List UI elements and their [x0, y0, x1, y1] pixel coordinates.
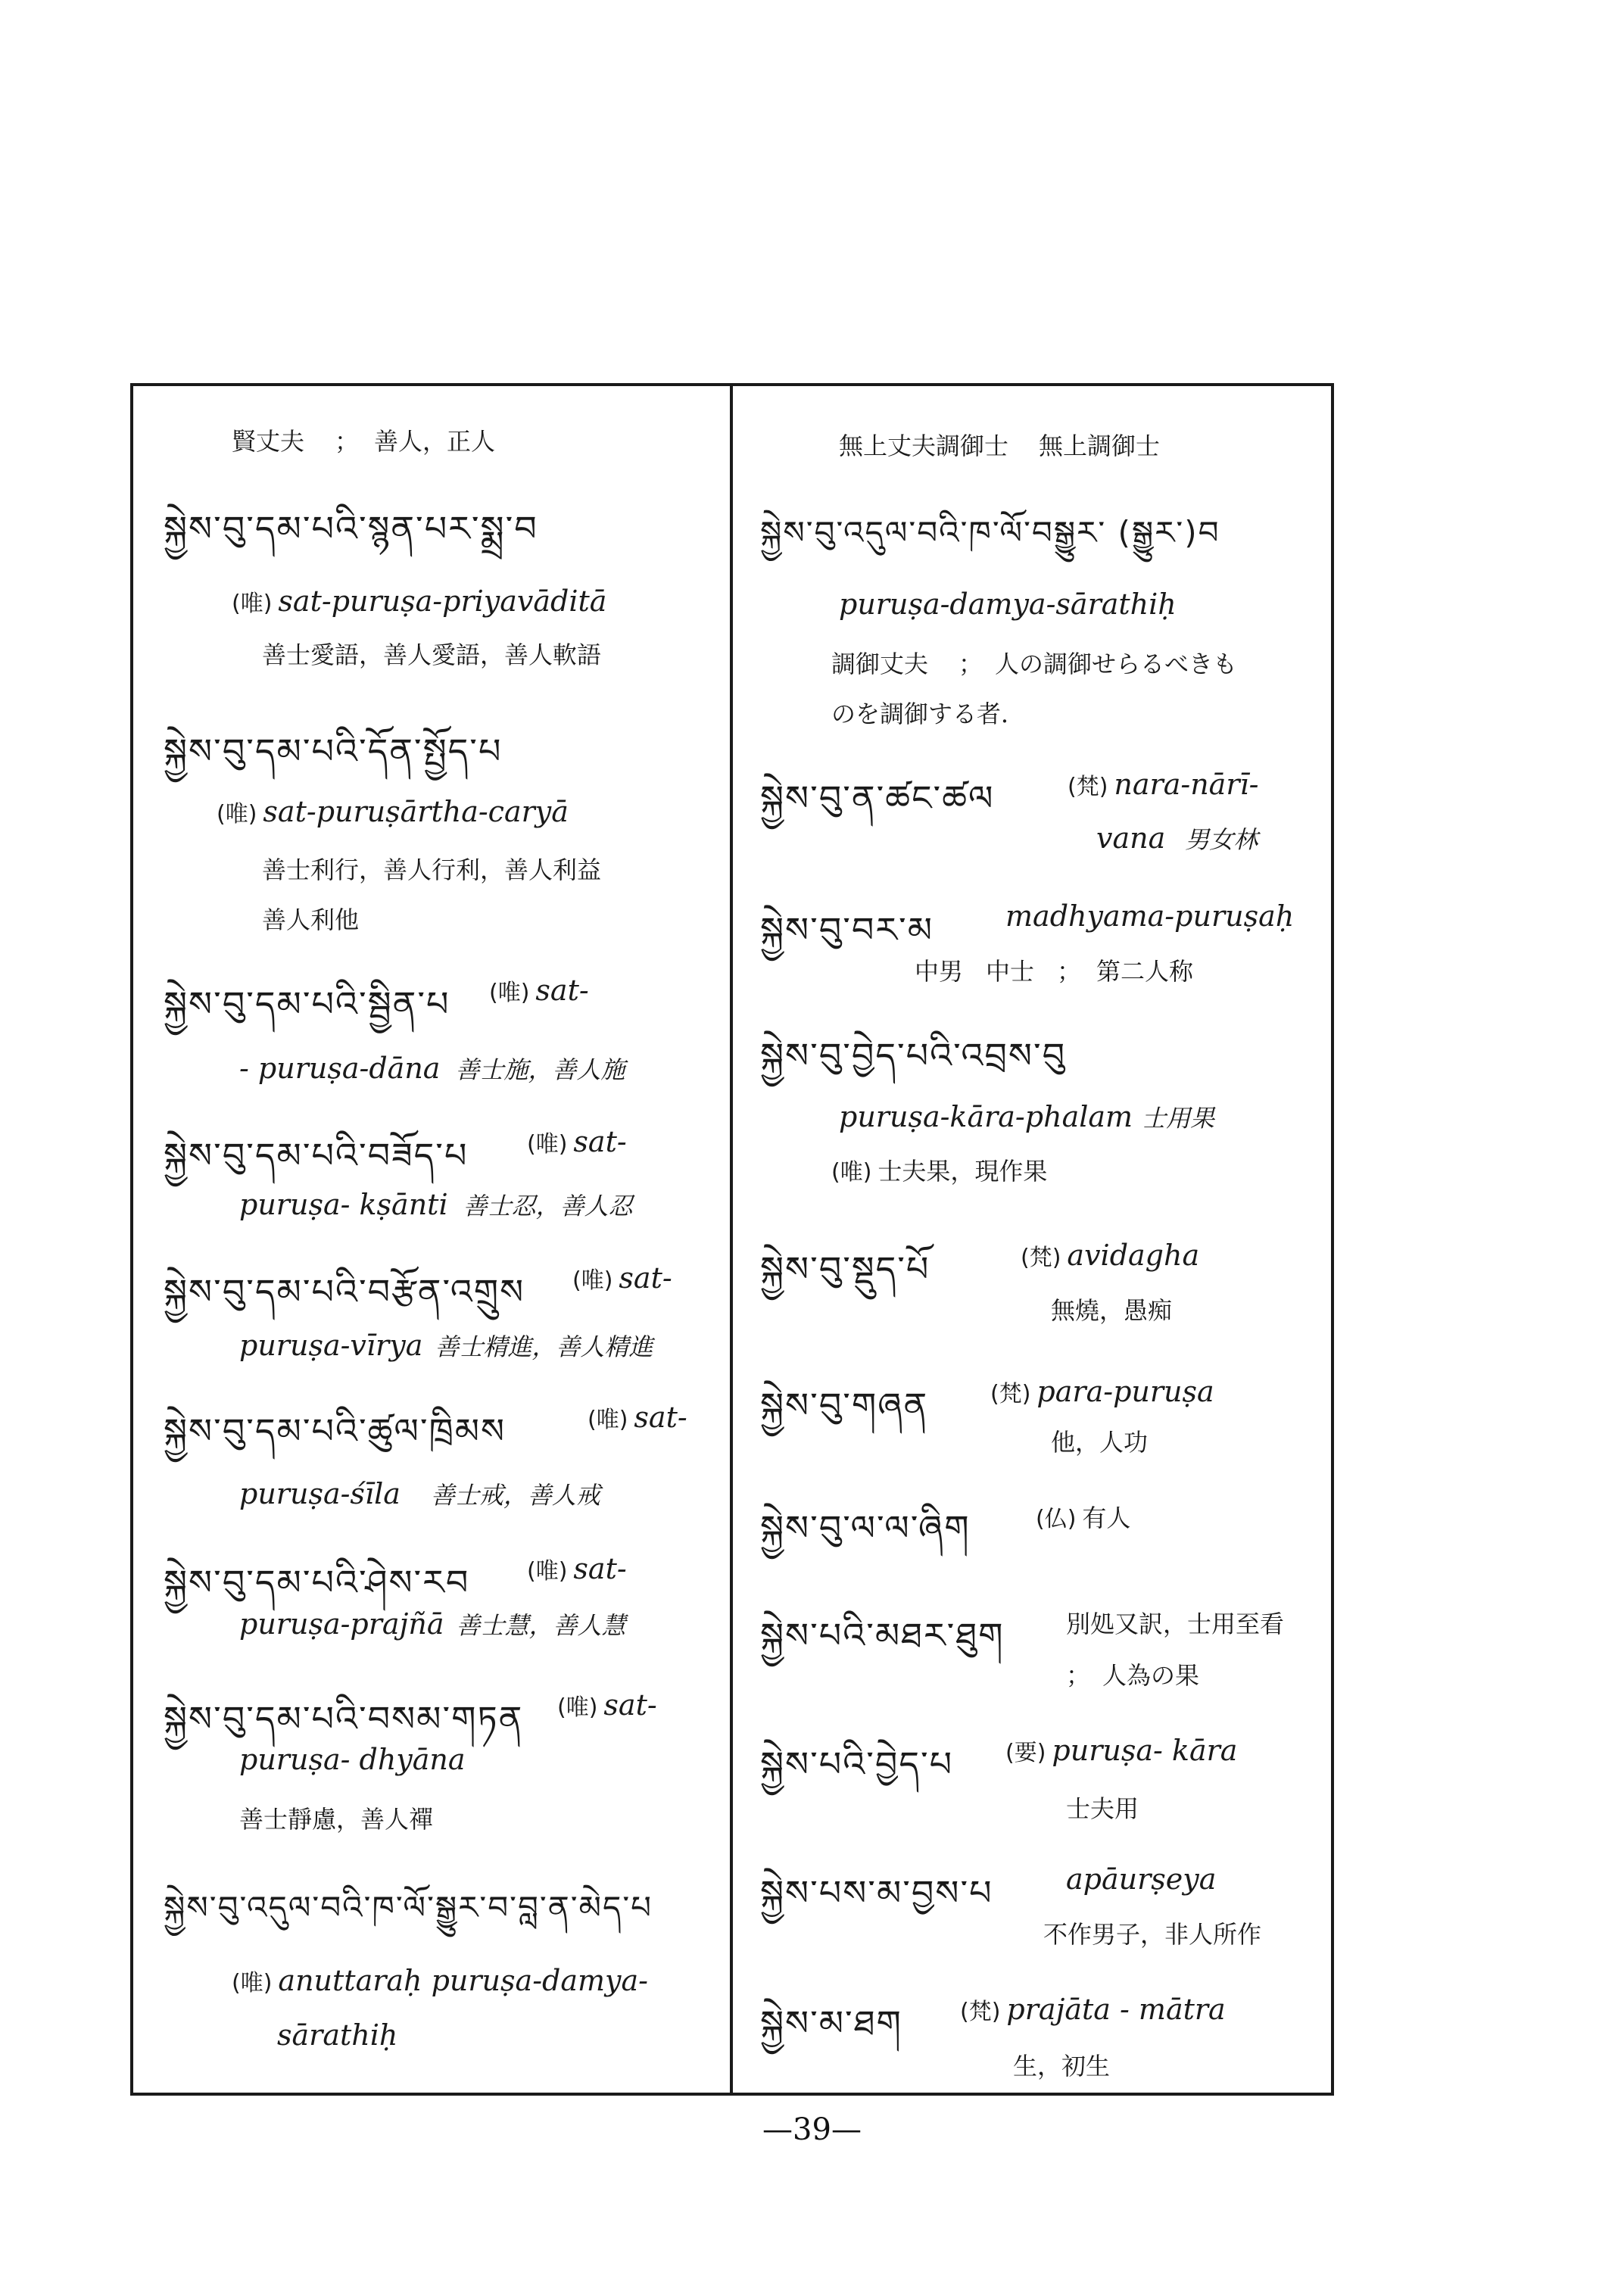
header-term: 無上調御士: [1039, 432, 1161, 460]
romanized-term: sat-: [619, 1261, 672, 1295]
romanized-term: prajāta - mātra: [1006, 1993, 1226, 2026]
chinese-translation: [1036, 1499, 1130, 1534]
sanskrit-equivalent: [489, 974, 589, 1007]
chinese-translation: [831, 645, 1237, 680]
romanized-term: sat-: [634, 1401, 687, 1434]
tibetan-headword: སྐྱེས་བུ་བར་མ: [760, 909, 934, 950]
chinese-translation: 士用果: [1142, 1104, 1215, 1133]
tibetan-headword: སྐྱེས་བུ་དམ་པའི་སྦྱིན་པ: [164, 983, 450, 1024]
translation-term: 有人: [1082, 1504, 1131, 1532]
tibetan-headword: སྐྱེས་བུ་ལ་ལ་ཞིག: [760, 1507, 971, 1548]
source-tag: (梵): [960, 1999, 1001, 2025]
source-tag: (唯): [831, 1159, 872, 1186]
romanized-term: sat-: [535, 974, 589, 1007]
sanskrit-equivalent: [990, 1375, 1214, 1408]
chinese-translation: 善士精進，善人精進: [435, 1332, 653, 1361]
sanskrit-equivalent: [557, 1688, 657, 1722]
chinese-translation: 士夫用: [1066, 1794, 1139, 1823]
sanskrit-continuation: sārathiḥ: [277, 2018, 398, 2052]
sanskrit-equivalent: [1005, 1734, 1237, 1767]
chinese-translation: 無燒，愚痴: [1051, 1296, 1173, 1325]
chinese-translation: [1066, 1657, 1199, 1691]
romanized-term: sat-puruṣārtha-caryā: [263, 795, 569, 828]
tibetan-headword: སྐྱེས་བུ་དམ་པའི་བསམ་གཏན: [164, 1698, 524, 1739]
source-tag: (唯): [527, 1131, 568, 1158]
sanskrit-continuation: [239, 1607, 626, 1641]
translation-separator: ；: [1057, 957, 1082, 986]
source-tag: (唯): [527, 1558, 568, 1585]
romanized-term: anuttaraḥ puruṣa-damya-: [278, 1964, 649, 1997]
source-tag: (要): [1005, 1740, 1046, 1766]
source-tag: (唯): [588, 1407, 628, 1433]
romanized-term: nara-nārī-: [1114, 768, 1259, 801]
tibetan-headword: སྐྱེས་བུ་དམ་པའི་དོན་སྤྱོད་པ: [164, 731, 503, 771]
romanized-term: sat-: [573, 1125, 627, 1158]
sanskrit-equivalent: madhyama-puruṣaḥ: [1005, 899, 1295, 933]
romanized-term: sat-: [603, 1688, 657, 1722]
header-separator: ；: [335, 427, 360, 456]
romanized-term: puruṣa- kṣānti: [239, 1188, 448, 1221]
translation-term: 中士: [986, 957, 1035, 986]
tibetan-headword: སྐྱེས་བུ་གཞན: [760, 1385, 929, 1426]
sanskrit-equivalent: [1021, 1239, 1199, 1272]
tibetan-headword: སྐྱེས་བུ་དམ་པའི་ཚུལ་ཁྲིམས: [164, 1410, 507, 1451]
chinese-translation: 善士愛語，善人愛語，善人軟語: [262, 641, 602, 669]
romanized-term: vana: [1096, 821, 1166, 855]
source-tag: (梵): [990, 1381, 1031, 1407]
right-column: [733, 383, 1331, 2096]
romanized-term: puruṣa-śīla: [239, 1477, 401, 1510]
source-tag: (仏): [1036, 1506, 1077, 1532]
tibetan-headword: སྐྱེས་པའི་མཐར་ཐུག: [760, 1615, 1005, 1656]
chinese-translation: 善士施，善人施: [455, 1055, 625, 1084]
header-term: 善人，正人: [374, 427, 496, 456]
source-tag: (唯): [232, 591, 273, 617]
romanized-term: puruṣa-vīrya: [239, 1329, 423, 1362]
chinese-translation: 善人利他: [262, 905, 360, 934]
left-header: [232, 422, 495, 457]
source-tag: (梵): [1068, 774, 1108, 800]
tibetan-headword: སྐྱེས་བུ་འདུལ་བའི་ཁ་ལོ་སྒྱུར་བ་བླ་ན་མེད་པ: [164, 1889, 653, 1926]
romanized-term: - puruṣa-dāna: [239, 1052, 441, 1085]
sanskrit-equivalent: apāurṣeya: [1066, 1862, 1217, 1896]
sanskrit-equivalent: puruṣa-damya-sārathiḥ: [839, 588, 1177, 621]
source-tag: (唯): [557, 1694, 598, 1721]
translation-term: 士夫果，現作果: [877, 1157, 1048, 1186]
tibetan-headword: སྐྱེས་པས་མ་བྱས་པ: [760, 1872, 993, 1913]
romanized-term: para-puruṣa: [1036, 1375, 1214, 1408]
romanized-term: avidagha: [1067, 1239, 1200, 1272]
tibetan-headword: སྐྱེས་བུ་ན་ཚང་ཚལ: [760, 778, 995, 818]
sanskrit-equivalent: [572, 1261, 672, 1295]
left-column: [133, 383, 730, 2096]
source-tag: (唯): [572, 1267, 613, 1294]
romanized-term: puruṣa-kāra-phalam: [839, 1100, 1133, 1133]
source-tag: (唯): [489, 980, 530, 1006]
page-number: —39—: [762, 2112, 862, 2147]
sanskrit-continuation: [239, 1187, 633, 1222]
translation-separator: ；: [959, 650, 983, 678]
tibetan-headword: སྐྱེས་བུ་དམ་པའི་བཟོད་པ: [164, 1135, 469, 1176]
tibetan-headword: སྐྱེས་བུ་བྱེད་པའི་འབྲས་བུ: [760, 1035, 1067, 1076]
chinese-translation: 不作男子，非人所作: [1043, 1920, 1262, 1949]
sanskrit-equivalent: [1068, 768, 1259, 801]
romanized-term: sat-puruṣa-priyavāditā: [278, 584, 607, 618]
sanskrit-continuation: [239, 1328, 653, 1363]
translation-separator: ；: [1066, 1661, 1091, 1690]
sanskrit-equivalent: [232, 1964, 648, 1997]
sanskrit-equivalent: [588, 1401, 687, 1434]
sanskrit-equivalent: [217, 795, 569, 828]
tibetan-headword: སྐྱེས་བུ་འདུལ་བའི་ཁ་ལོ་བསྒྱུར་ (སྒྱུར་)བ: [760, 514, 1220, 551]
translation-gloss: 人為の果: [1102, 1661, 1200, 1690]
translation-gloss: 人の調御せらるべきも: [995, 650, 1238, 678]
chinese-translation: 善士戒，善人戒: [430, 1481, 600, 1510]
sanskrit-equivalent: [960, 1993, 1226, 2026]
source-tag: (唯): [217, 801, 257, 828]
translation-term: 中男: [915, 957, 964, 986]
chinese-translation: 善士利行，善人行利，善人利益: [262, 856, 602, 884]
right-header: [839, 427, 1160, 462]
translation-term: 調御丈夫: [831, 650, 929, 678]
romanized-term: puruṣa- kāra: [1052, 1734, 1238, 1767]
sanskrit-continuation: puruṣa- dhyāna: [239, 1743, 466, 1776]
tibetan-headword: སྐྱེས་པའི་བྱེད་པ: [760, 1744, 954, 1784]
sanskrit-continuation: [1096, 821, 1258, 856]
tibetan-headword: སྐྱེས་བུ་དམ་པའི་བརྩོན་འགྲུས: [164, 1271, 525, 1312]
header-term: 無上丈夫調御士: [839, 432, 1009, 460]
sanskrit-equivalent: [527, 1125, 627, 1158]
source-tag: (唯): [232, 1970, 273, 1996]
chinese-translation: 生，初生: [1013, 2052, 1111, 2080]
tibetan-headword: སྐྱེས་བུ་སྡུད་པོ: [760, 1248, 930, 1289]
header-term: 賢丈夫: [232, 427, 305, 456]
chinese-translation: 別処又訳，士用至看: [1066, 1610, 1285, 1638]
sanskrit-equivalent: [839, 1099, 1214, 1134]
chinese-translation: 善士慧，善人慧: [456, 1611, 626, 1640]
sanskrit-continuation: [239, 1051, 625, 1086]
tibetan-headword: སྐྱེས་མ་ཐག: [760, 2003, 902, 2043]
chinese-translation: 善士靜慮，善人禪: [239, 1805, 434, 1834]
sanskrit-equivalent: [527, 1552, 627, 1585]
chinese-translation: [915, 952, 1193, 987]
tibetan-headword: སྐྱེས་བུ་དམ་པའི་ཤེས་རབ: [164, 1562, 470, 1603]
chinese-translation: 他，人功: [1051, 1428, 1149, 1457]
sanskrit-continuation: [239, 1476, 600, 1511]
tibetan-headword: སྐྱེས་བུ་དམ་པའི་སྙན་པར་སྨྲ་བ: [164, 508, 538, 549]
chinese-translation: 善士忍，善人忍: [463, 1192, 633, 1220]
chinese-translation: [831, 1152, 1047, 1187]
source-tag: (梵): [1021, 1245, 1061, 1271]
romanized-term: puruṣa-prajñā: [239, 1607, 444, 1641]
romanized-term: sat-: [573, 1552, 627, 1585]
chinese-translation: 男女林: [1185, 825, 1258, 854]
translation-gloss: 第二人称: [1096, 957, 1194, 986]
sanskrit-equivalent: [232, 584, 606, 618]
chinese-translation: のを調御する者．: [831, 700, 1026, 728]
